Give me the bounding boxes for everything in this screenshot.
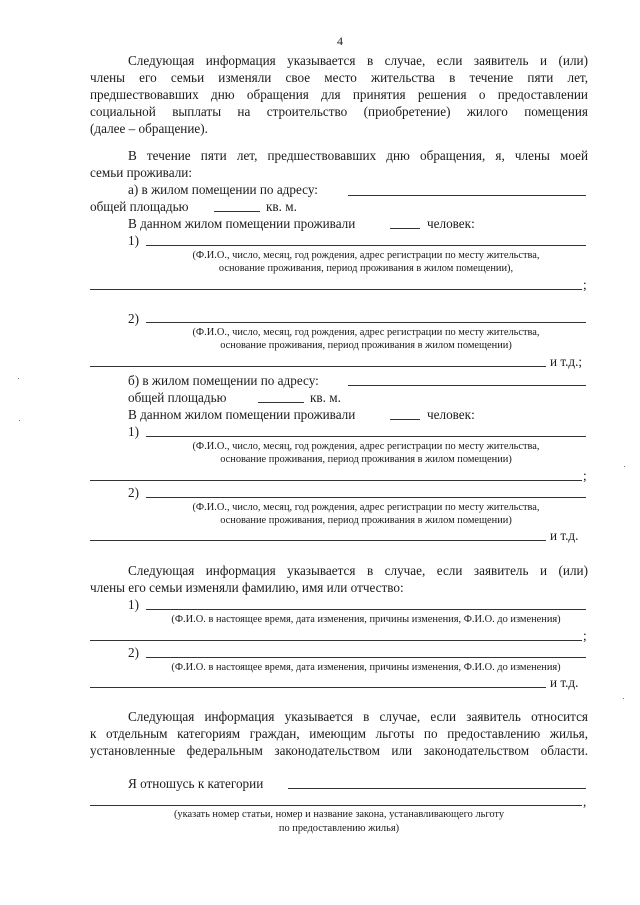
sec-b-area-unit: кв. м. bbox=[310, 390, 341, 405]
sec-a-area-unit: кв. м. bbox=[266, 199, 297, 214]
sec-a-item1-hint1: (Ф.И.О., число, месяц, год рождения, адрес регистрации по месту жительства, bbox=[192, 250, 540, 261]
para4-line2: к отдельным категориям граждан, имеющим льготы по предоставлению жилья, bbox=[90, 726, 588, 741]
sec-b-etc: и т.д. bbox=[550, 528, 579, 543]
sec-a-address-field[interactable] bbox=[348, 195, 586, 196]
name-item2-field[interactable] bbox=[146, 657, 586, 658]
para2-line1: В течение пяти лет, предшествовавших дню обращения, я, члены моей bbox=[128, 148, 588, 163]
name-item2-field-cont[interactable] bbox=[90, 687, 546, 688]
sec-a-item1-field[interactable] bbox=[146, 245, 586, 246]
name-item1-number: 1) bbox=[128, 597, 139, 612]
sec-a-item1-hint2: основание проживания, период проживания в жилом помещении), bbox=[218, 263, 514, 274]
sec-b-item2-field-cont[interactable] bbox=[90, 540, 546, 541]
para1-line2: члены его семьи изменяли свое место жительства в течение пяти лет, bbox=[90, 70, 588, 85]
scan-speck bbox=[19, 420, 20, 421]
scan-speck bbox=[18, 378, 19, 379]
name-item1-semicolon: ; bbox=[583, 628, 587, 643]
sec-a-item2-field[interactable] bbox=[146, 322, 586, 323]
name-item1-field-cont[interactable] bbox=[90, 640, 582, 641]
sec-b-area-field[interactable] bbox=[258, 402, 304, 403]
sec-a-item2-hint2: основание проживания, период проживания в жилом помещении) bbox=[220, 340, 512, 351]
law-hint-line2: по предоставлению жилья) bbox=[278, 823, 400, 834]
para4-line3: установленные федеральным законодательством или законодательством области. bbox=[90, 743, 588, 758]
para3-line2: члены его семьи изменяли фамилию, имя или отчество: bbox=[90, 580, 404, 595]
sec-b-lived-label: В данном жилом помещении проживали bbox=[128, 407, 356, 422]
sec-a-item2-hint1: (Ф.И.О., число, месяц, год рождения, адрес регистрации по месту жительства, bbox=[192, 327, 540, 338]
category-field[interactable] bbox=[288, 788, 586, 789]
name-item2-number: 2) bbox=[128, 645, 139, 660]
sec-a-item2-number: 2) bbox=[128, 311, 139, 326]
category-comma: , bbox=[583, 794, 587, 809]
sec-b-item1-hint1: (Ф.И.О., число, месяц, год рождения, адрес регистрации по месту жительства, bbox=[192, 441, 540, 452]
sec-b-lived-count-field[interactable] bbox=[390, 419, 420, 420]
sec-b-item1-field[interactable] bbox=[146, 436, 586, 437]
sec-b-item1-number: 1) bbox=[128, 424, 139, 439]
sec-a-area-label: общей площадью bbox=[90, 199, 189, 214]
sec-a-area-field[interactable] bbox=[214, 211, 260, 212]
sec-b-item1-semicolon: ; bbox=[583, 468, 587, 483]
sec-a-address-label: а) в жилом помещении по адресу: bbox=[128, 182, 318, 197]
name-etc: и т.д. bbox=[550, 675, 579, 690]
sec-b-item2-field[interactable] bbox=[146, 497, 586, 498]
sec-a-item1-semicolon: ; bbox=[583, 277, 587, 292]
para1-line5: (далее – обращение). bbox=[90, 121, 208, 136]
name-item1-field[interactable] bbox=[146, 609, 586, 610]
sec-b-lived-unit: человек: bbox=[427, 407, 475, 422]
sec-a-item1-field-cont[interactable] bbox=[90, 289, 582, 290]
sec-a-lived-label: В данном жилом помещении проживали bbox=[128, 216, 356, 231]
sec-a-lived-unit: человек: bbox=[427, 216, 475, 231]
scan-speck bbox=[623, 698, 624, 699]
sec-a-item2-field-cont[interactable] bbox=[90, 366, 546, 367]
para3-line1: Следующая информация указывается в случае, если заявитель и (или) bbox=[128, 563, 588, 578]
para1-line1: Следующая информация указывается в случае, если заявитель и (или) bbox=[128, 53, 588, 68]
law-hint-line1: (указать номер статьи, номер и название закона, устанавливающего льготу bbox=[173, 809, 505, 820]
sec-b-item2-hint1: (Ф.И.О., число, месяц, год рождения, адрес регистрации по месту жительства, bbox=[192, 502, 540, 513]
sec-b-address-label: б) в жилом помещении по адресу: bbox=[128, 373, 319, 388]
sec-b-item2-hint2: основание проживания, период проживания в жилом помещении) bbox=[220, 515, 512, 526]
page-number: 4 bbox=[337, 34, 343, 48]
para1-line3: предшествовавших дню обращения для принятия решения о предоставлении bbox=[90, 87, 588, 102]
sec-b-item1-hint2: основание проживания, период проживания в жилом помещении) bbox=[220, 454, 512, 465]
sec-b-item1-field-cont[interactable] bbox=[90, 480, 582, 481]
sec-b-area-label: общей площадью bbox=[128, 390, 227, 405]
category-field-cont[interactable] bbox=[90, 805, 582, 806]
sec-b-item2-number: 2) bbox=[128, 485, 139, 500]
name-item1-hint: (Ф.И.О. в настоящее время, дата изменения, причины изменения, Ф.И.О. до изменения) bbox=[171, 614, 561, 625]
name-item2-hint: (Ф.И.О. в настоящее время, дата изменения, причины изменения, Ф.И.О. до изменения) bbox=[171, 662, 561, 673]
sec-a-lived-count-field[interactable] bbox=[390, 228, 420, 229]
para1-line4: социальной выплаты на строительство (приобретение) жилого помещения bbox=[90, 104, 588, 119]
sec-a-item1-number: 1) bbox=[128, 233, 139, 248]
para2-line2: семьи проживали: bbox=[90, 165, 192, 180]
category-label: Я отношусь к категории bbox=[128, 776, 264, 791]
scan-speck bbox=[624, 466, 625, 467]
para4-line1: Следующая информация указывается в случае, если заявитель относится bbox=[128, 709, 588, 724]
sec-a-etc: и т.д.; bbox=[550, 354, 583, 369]
sec-b-address-field[interactable] bbox=[348, 385, 586, 386]
